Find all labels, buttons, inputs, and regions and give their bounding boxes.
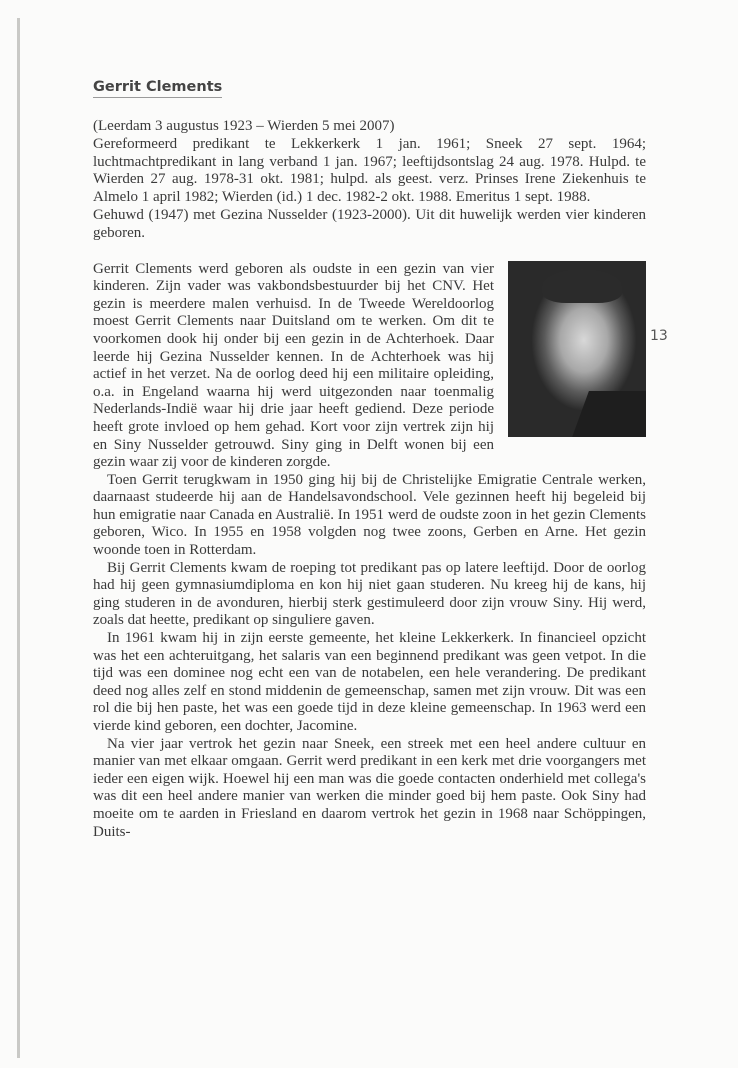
page-title: Gerrit Clements xyxy=(93,79,222,98)
biography-text xyxy=(93,261,646,842)
paragraph: Gerrit Clements werd geboren als oudste in een gezin van vier kinderen. Zijn vader was vakbondsbestuurder bij het CNV. Het gezin is meerdere malen verhuisd. In de Tweede Wereldoorlog moest Gerrit Clements naar Duitsland om te werken. Om dit te voorkomen dook hij onder bij een gezin in de Achterhoek. Daar leerde hij Gezina Nusselder kennen. In de Achterhoek was hij actief in het verzet. Na de oorlog deed hij een militaire opleiding, o.a. in Engeland waarna hij werd uitgezonden naar toenmalig Nederlands-Indië waar hij drie jaar heeft gediend. Deze periode heeft grote invloed op hem gehad. Kort voor zijn vertrek zijn hij en Siny Nusselder getrouwd. Siny ging in Delft wonen bij een gezin waar zij voor de kinderen zorgde. xyxy=(93,260,494,471)
page-number: 13 xyxy=(650,328,668,344)
paragraph: In 1961 kwam hij in zijn eerste gemeente, het kleine Lekkerkerk. In financieel opzicht was het een achteruitgang, het salaris van een beginnend predikant was geen vetpot. In die tijd was een dominee nog echt een van de notabelen, een hele verandering. De predikant deed nog alles zelf en stond middenin de gemeenschap, samen met zijn vrouw. Dit was een rol die bij hen paste, het was een goede tijd in deze kleine gemeenschap. In 1963 werd een vierde kind geboren, een dochter, Jacomine. xyxy=(93,630,646,735)
page-spine xyxy=(17,18,20,1058)
paragraph: Toen Gerrit terugkwam in 1950 ging hij bij de Christelijke Emigratie Centrale werken, daarnaast studeerde hij aan de Handelsavondschool. Vele gezinnen heeft hij begeleid bij hun emigratie naar Canada en Australië. In 1951 werd de oudste zoon in het gezin Clements geboren, Wico. In 1955 en 1958 volgden nog twee zoons, Gerben en Arne. Het gezin woonde toen in Rotterdam. xyxy=(93,471,646,559)
article xyxy=(93,78,646,841)
paragraph: Bij Gerrit Clements kwam de roeping tot predikant pas op latere leeftijd. Door de oorlog had hij geen gymnasiumdiploma en kon hij niet gaan studeren. Nu kreeg hij de kans, hij ging studeren in de avonduren, hierbij sterk gestimuleerd door zijn vrouw Siny. Hij werd, zoals dat heette, predikant op singuliere gaven. xyxy=(93,559,646,629)
portrait-photo xyxy=(508,261,646,437)
birth-death: (Leerdam 3 augustus 1923 – Wierden 5 mei 2007) xyxy=(93,118,395,134)
biographical-summary xyxy=(93,118,646,243)
career-summary: Gereformeerd predikant te Lekkerkerk 1 jan. 1961; Sneek 27 sept. 1964; luchtmachtpredikant in lang verband 1 jan. 1967; leeftijdsontslag 24 aug. 1978. Hulpd. te Wierden 27 aug. 1978-31 okt. 1981; hulpd. als geest. verz. Prinses Irene Ziekenhuis te Almelo 1 april 1982; Wierden (id.) 1 dec. 1982-2 okt. 1988. Emeritus 1 sept. 1988. xyxy=(93,135,646,206)
marriage-summary: Gehuwd (1947) met Gezina Nusselder (1923-2000). Uit dit huwelijk werden vier kinderen geboren. xyxy=(93,206,646,241)
paragraph: Na vier jaar vertrok het gezin naar Sneek, een streek met een heel andere cultuur en manier van met elkaar omgaan. Gerrit werd predikant in een kerk met drie voorgangers met ieder een eigen wijk. Hoewel hij een man was die goede contacten onderhield met collega's was dit een heel andere manier van werken die minder goed bij hem paste. Ook Siny had moeite om te aarden in Friesland en daarom vertrok het gezin in 1968 naar Schöppingen, Duits- xyxy=(93,735,646,840)
